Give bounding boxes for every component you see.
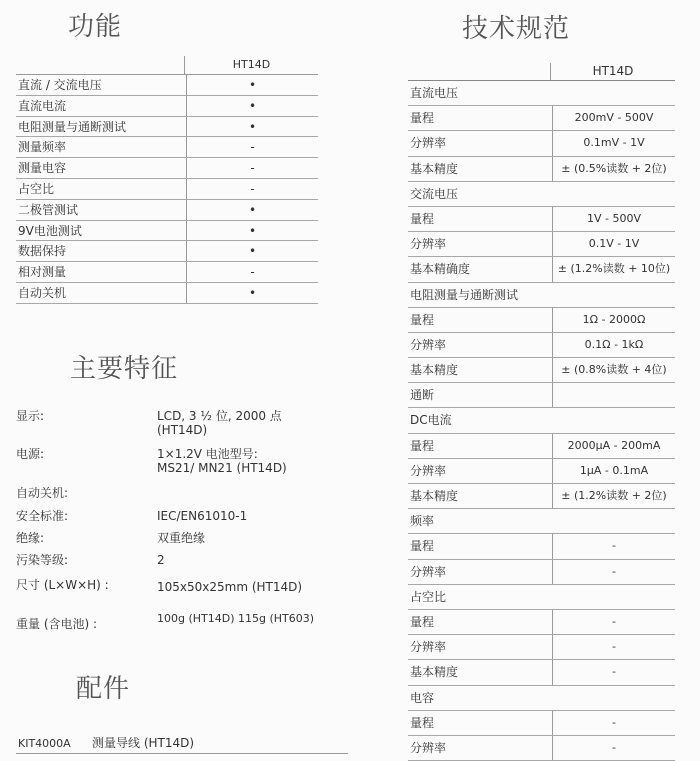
feature-weight-value: 100g (HT14D) 115g (HT603) bbox=[157, 612, 315, 625]
spec-label: 分辨率 bbox=[410, 337, 447, 352]
feature-size-label: 尺寸 (L×W×H) : bbox=[16, 578, 109, 592]
spec-label: 基本精确度 bbox=[410, 262, 471, 277]
feature-pollution-value: 2 bbox=[157, 553, 165, 567]
accessories-title: 配件 bbox=[76, 674, 131, 704]
feature-display-value: LCD, 3 ½ 位, 2000 点 (HT14D) bbox=[157, 409, 282, 437]
spec-label: 分辨率 bbox=[410, 640, 447, 655]
spec-label: 基本精度 bbox=[410, 489, 459, 503]
function-name: 自动关机 bbox=[18, 285, 67, 300]
function-support-mark: • bbox=[186, 200, 318, 220]
function-row bbox=[16, 96, 318, 117]
function-support-mark: - bbox=[186, 137, 318, 157]
spec-value: 2000µA - 200mA bbox=[552, 434, 675, 458]
spec-value: ± (1.2%读数 + 10位) bbox=[552, 257, 675, 281]
spec-value: 1Ω - 2000Ω bbox=[552, 308, 675, 332]
spec-row bbox=[408, 610, 675, 635]
function-name: 数据保持 bbox=[18, 244, 67, 259]
function-row bbox=[16, 221, 318, 242]
spec-section-heading: 频率 bbox=[408, 509, 675, 534]
spec-label: 通断 bbox=[410, 388, 435, 403]
function-row bbox=[16, 75, 318, 96]
spec-label: 量程 bbox=[410, 614, 435, 629]
functions-title: 功能 bbox=[68, 12, 123, 42]
spec-section-heading: DC电流 bbox=[408, 408, 675, 433]
spec-label: 分辨率 bbox=[410, 237, 447, 252]
feature-power-label: 电源: bbox=[16, 447, 45, 461]
function-row bbox=[16, 283, 318, 304]
spec-value: - bbox=[552, 534, 675, 558]
spec-row bbox=[408, 308, 675, 333]
spec-row bbox=[408, 131, 675, 156]
spec-label: 分辨率 bbox=[410, 463, 447, 478]
spec-value: 0.1mV - 1V bbox=[552, 131, 675, 155]
spec-value: - bbox=[552, 660, 675, 684]
spec-value bbox=[552, 383, 675, 407]
spec-section-heading: 交流电压 bbox=[408, 182, 675, 207]
spec-value: ± (0.5%读数 + 2位) bbox=[552, 157, 675, 181]
function-support-mark: - bbox=[186, 179, 318, 199]
feature-pollution-label: 污染等级: bbox=[16, 553, 69, 567]
spec-row bbox=[408, 660, 675, 685]
function-row bbox=[16, 117, 318, 138]
function-support-mark: • bbox=[186, 117, 318, 137]
function-row bbox=[16, 262, 318, 283]
feature-insulation-value: 双重绝缘 bbox=[157, 531, 206, 545]
spec-label: 量程 bbox=[410, 312, 435, 327]
spec-value: - bbox=[552, 736, 675, 760]
feature-autooff-label: 自动关机: bbox=[16, 486, 69, 500]
spec-label: 基本精度 bbox=[410, 161, 459, 176]
spec-section-heading: 占空比 bbox=[408, 585, 675, 610]
function-name: 电阻测量与通断测试 bbox=[18, 119, 127, 134]
spec-section-heading: 电容 bbox=[408, 686, 675, 711]
spec-row bbox=[408, 358, 675, 383]
spec-label: 基本精度 bbox=[410, 363, 459, 378]
feature-power-value: 1×1.2V 电池型号: MS21/ MN21 (HT14D) bbox=[157, 447, 287, 475]
function-support-mark: • bbox=[186, 221, 318, 241]
spec-label: 分辨率 bbox=[410, 564, 447, 579]
feature-safety-value: IEC/EN61010-1 bbox=[157, 509, 248, 523]
spec-label: 量程 bbox=[410, 111, 435, 126]
function-name: 直流 / 交流电压 bbox=[18, 78, 102, 92]
function-support-mark: - bbox=[186, 262, 318, 282]
spec-label: 分辨率 bbox=[410, 740, 447, 755]
functions-table bbox=[16, 56, 318, 304]
function-row bbox=[16, 200, 318, 221]
function-name: 测量频率 bbox=[18, 140, 67, 155]
specs-title: 技术规范 bbox=[462, 14, 571, 44]
spec-row bbox=[408, 534, 675, 559]
spec-label: 量程 bbox=[410, 715, 435, 730]
spec-label: 量程 bbox=[410, 438, 435, 453]
function-name: 二极管测试 bbox=[18, 202, 79, 217]
spec-row bbox=[408, 232, 675, 257]
specs-model-header: HT14D bbox=[550, 63, 675, 80]
spec-value: 1µA - 0.1mA bbox=[552, 459, 675, 483]
spec-label: 量程 bbox=[410, 539, 435, 554]
spec-row bbox=[408, 207, 675, 232]
spec-value: - bbox=[552, 711, 675, 735]
accessories-row bbox=[16, 736, 348, 754]
function-name: 相对测量 bbox=[18, 265, 67, 280]
function-support-mark: • bbox=[186, 283, 318, 303]
function-row bbox=[16, 158, 318, 179]
accessory-code: KIT4000A bbox=[18, 737, 71, 750]
spec-row bbox=[408, 736, 675, 761]
feature-safety-label: 安全标准: bbox=[16, 509, 69, 523]
accessory-description: 测量导线 (HT14D) bbox=[92, 736, 195, 750]
spec-label: 量程 bbox=[410, 211, 435, 226]
function-name: 直流电流 bbox=[18, 98, 67, 113]
specs-header-row bbox=[408, 63, 675, 81]
function-row bbox=[16, 179, 318, 200]
spec-section-heading: 电阻测量与通断测试 bbox=[408, 283, 675, 308]
specs-table bbox=[408, 63, 675, 761]
spec-row bbox=[408, 106, 675, 131]
function-name: 占空比 bbox=[18, 181, 55, 196]
function-name: 测量电容 bbox=[18, 161, 67, 176]
spec-row bbox=[408, 711, 675, 736]
spec-value: - bbox=[552, 610, 675, 634]
function-name: 9V电池测试 bbox=[18, 223, 82, 238]
spec-value: 0.1V - 1V bbox=[552, 232, 675, 256]
spec-row bbox=[408, 484, 675, 509]
spec-row bbox=[408, 257, 675, 282]
spec-row bbox=[408, 383, 675, 408]
spec-value: - bbox=[552, 560, 675, 584]
spec-value: - bbox=[552, 635, 675, 659]
spec-value: ± (0.8%读数 + 4位) bbox=[552, 358, 675, 382]
spec-label: 分辨率 bbox=[410, 136, 447, 151]
function-support-mark: - bbox=[186, 158, 318, 178]
spec-value: ± (1.2%读数 + 2位) bbox=[552, 484, 675, 508]
feature-weight-label: 重量 (含电池) : bbox=[16, 617, 98, 631]
feature-size-value: 105x50x25mm (HT14D) bbox=[157, 580, 303, 594]
spec-row bbox=[408, 560, 675, 585]
function-support-mark: • bbox=[186, 241, 318, 261]
functions-header-row bbox=[16, 56, 318, 75]
spec-row bbox=[408, 459, 675, 484]
spec-label: 基本精度 bbox=[410, 665, 459, 680]
function-row bbox=[16, 241, 318, 262]
spec-row bbox=[408, 434, 675, 459]
spec-section-heading: 直流电压 bbox=[408, 81, 675, 106]
spec-row bbox=[408, 635, 675, 660]
spec-value: 0.1Ω - 1kΩ bbox=[552, 333, 675, 357]
features-title: 主要特征 bbox=[70, 354, 179, 384]
spec-value: 1V - 500V bbox=[552, 207, 675, 231]
function-support-mark: • bbox=[186, 75, 318, 95]
spec-value: 200mV - 500V bbox=[552, 106, 675, 130]
feature-insulation-label: 绝缘: bbox=[16, 531, 45, 545]
function-row bbox=[16, 137, 318, 158]
feature-display-label: 显示: bbox=[16, 409, 45, 423]
functions-model-header: HT14D bbox=[184, 56, 318, 74]
spec-row bbox=[408, 333, 675, 358]
function-support-mark: • bbox=[186, 96, 318, 116]
spec-row bbox=[408, 157, 675, 182]
